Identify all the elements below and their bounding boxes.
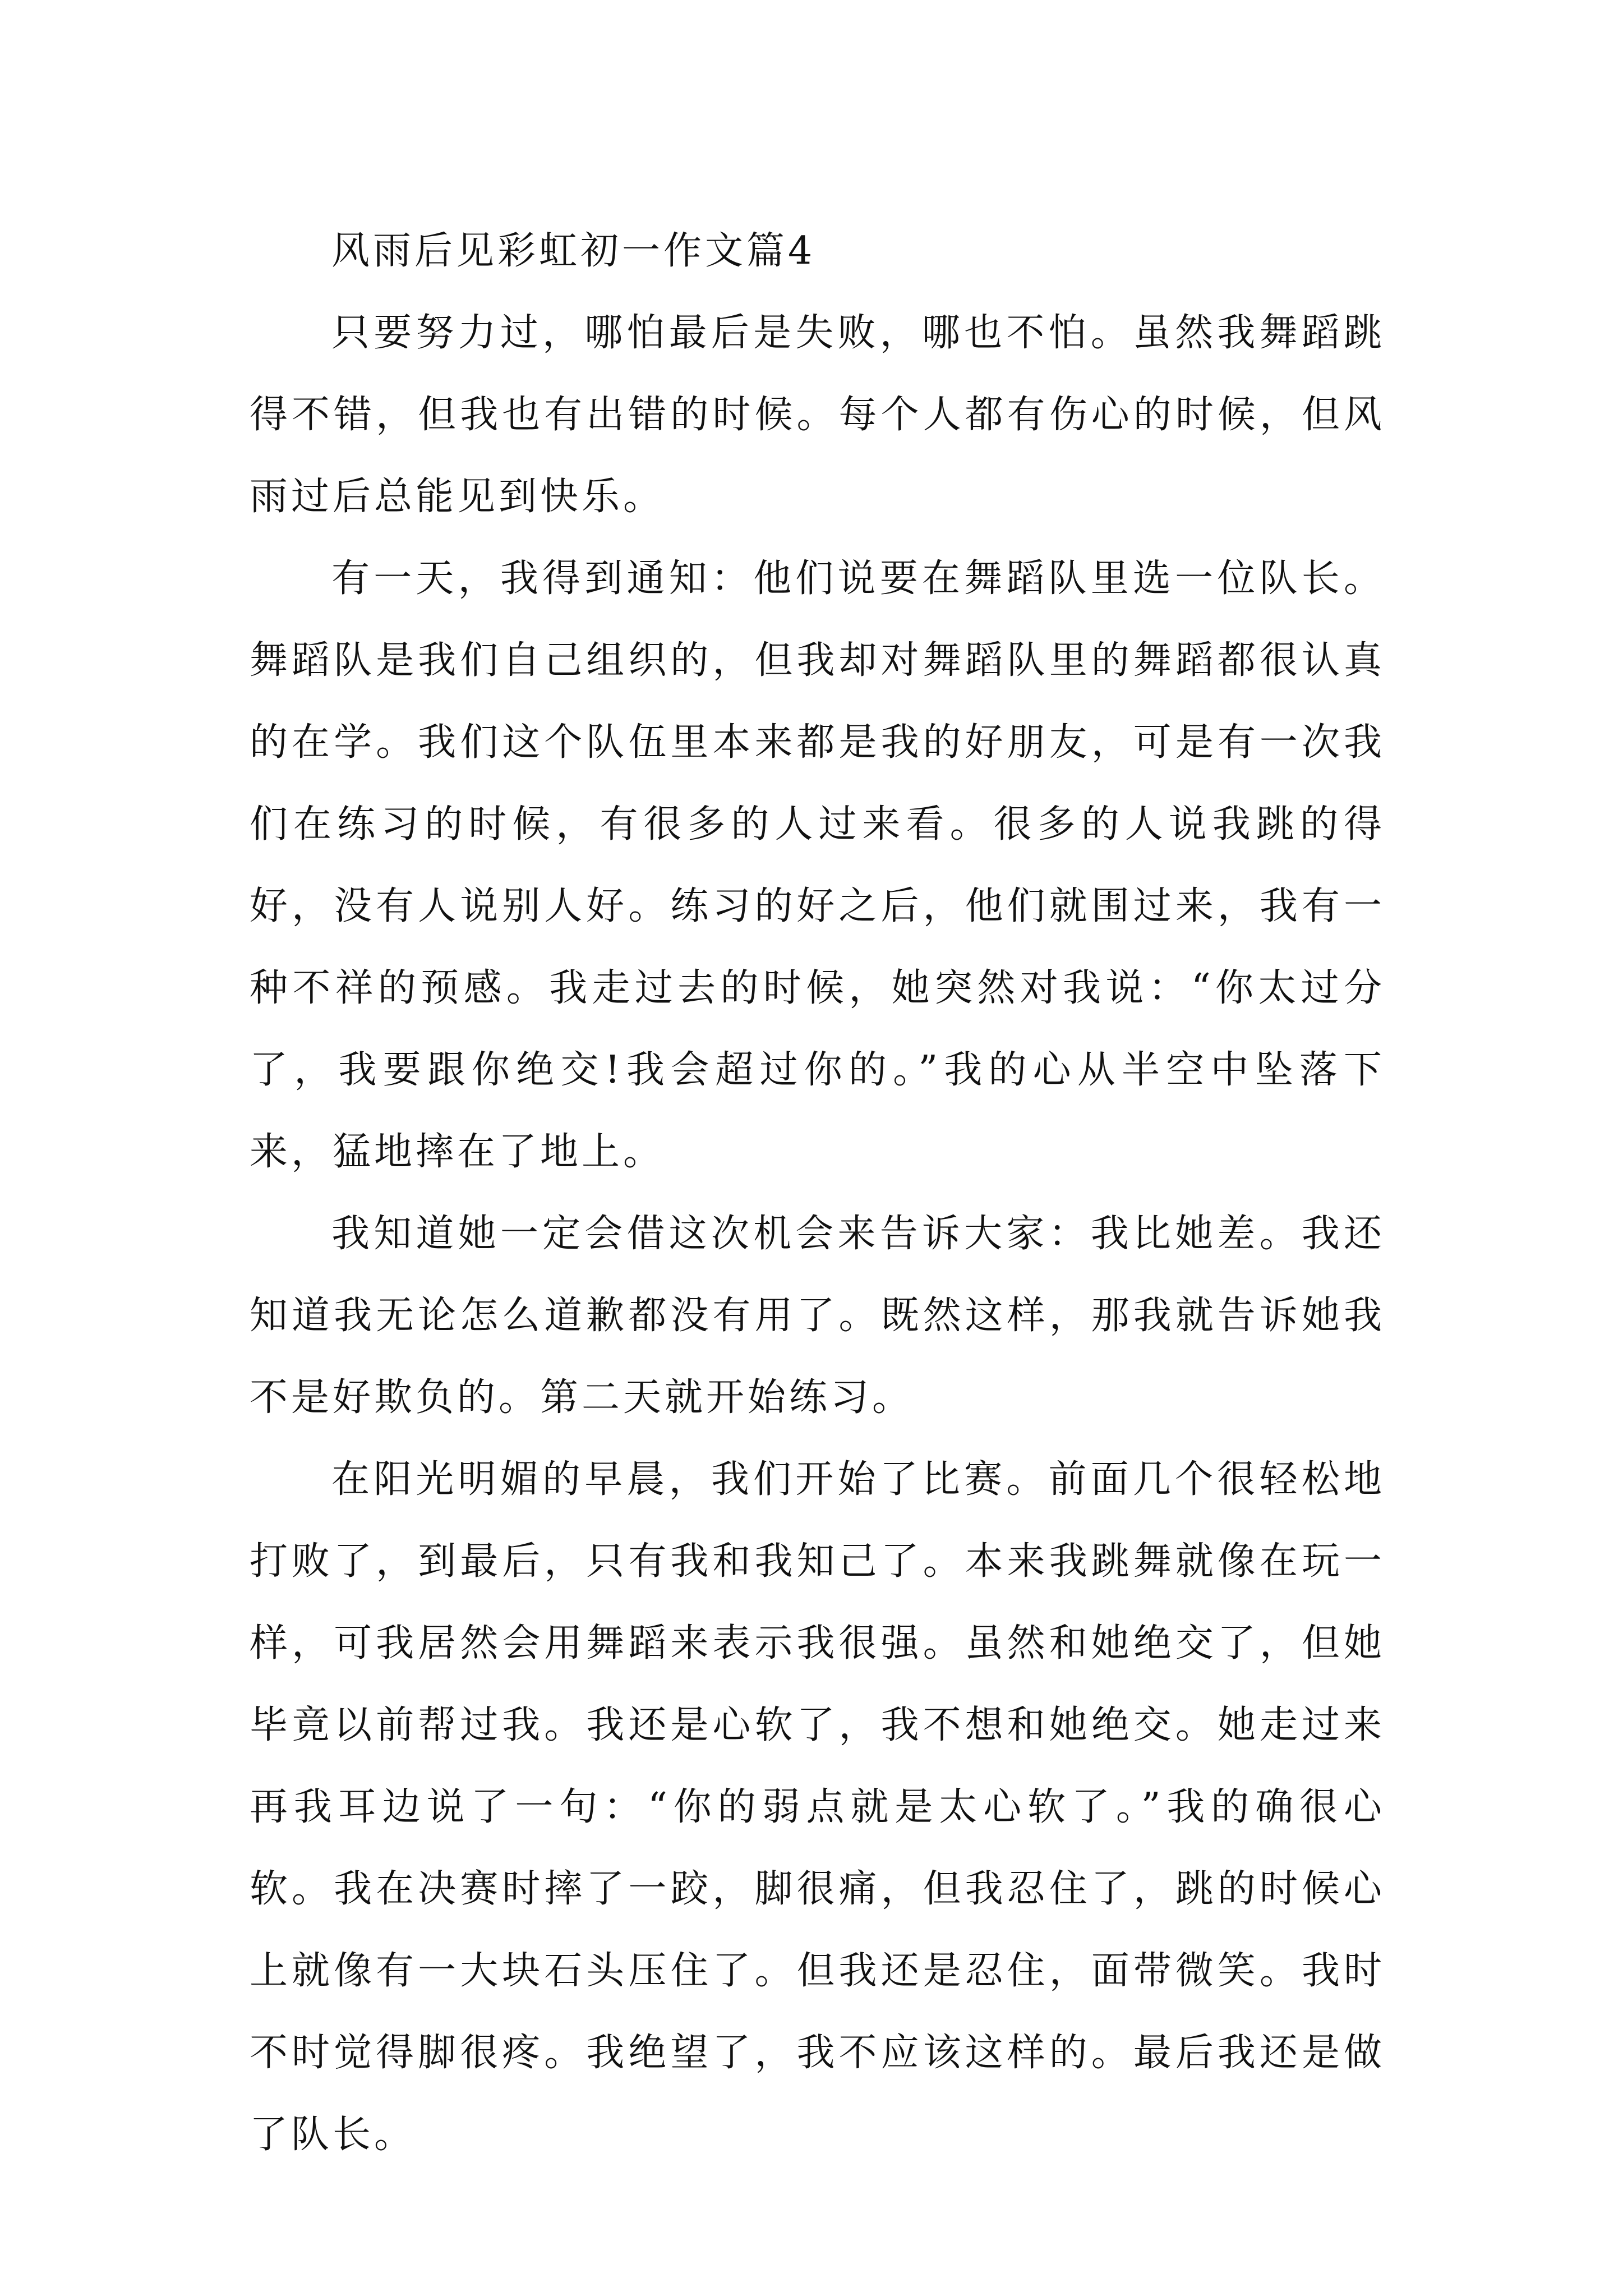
- essay-paragraph-1: 只要努力过，哪怕最后是失败，哪也不怕。虽然我舞蹈跳得不错，但我也有出错的时候。每个人都有伤心的时候，但风雨过后总能见到快乐。: [250, 311, 1385, 519]
- essay-paragraph-4: 在阳光明媚的早晨，我们开始了比赛。前面几个很轻松地打败了，到最后，只有我和我知己了。本来我跳舞就像在玩一样，可我居然会用舞蹈来表示我很强。虽然和她绝交了，但她毕竟以前帮过我。我还是心软了，我不想和她绝交。她走过来再我耳边说了一句：“你的弱点就是太心软了。”我的确很心软。我在决赛时摔了一跤，脚很痛，但我忍住了，跳的时候心上就像有一大块石头压住了。但我还是忍住，面带微笑。我时不时觉得脚很疼。我绝望了，我不应该这样的。最后我还是做了队长。: [250, 1457, 1385, 2157]
- essay-paragraph-3: 我知道她一定会借这次机会来告诉大家：我比她差。我还知道我无论怎么道歉都没有用了。既然这样，那我就告诉她我不是好欺负的。第二天就开始练习。: [250, 1212, 1385, 1420]
- essay-paragraph-2: 有一天，我得到通知：他们说要在舞蹈队里选一位队长。舞蹈队是我们自己组织的，但我却对舞蹈队里的舞蹈都很认真的在学。我们这个队伍里本来都是我的好朋友，可是有一次我们在练习的时候，有很多的人过来看。很多的人说我跳的得好，没有人说别人好。练习的好之后，他们就围过来，我有一种不祥的预感。我走过去的时候，她突然对我说：“你太过分了，我要跟你绝交!我会超过你的。”我的心从半空中坠落下来，猛地摔在了地上。: [250, 556, 1385, 1174]
- essay-title: 风雨后见彩虹初一作文篇4: [331, 229, 816, 273]
- essay-body: [250, 210, 1385, 2176]
